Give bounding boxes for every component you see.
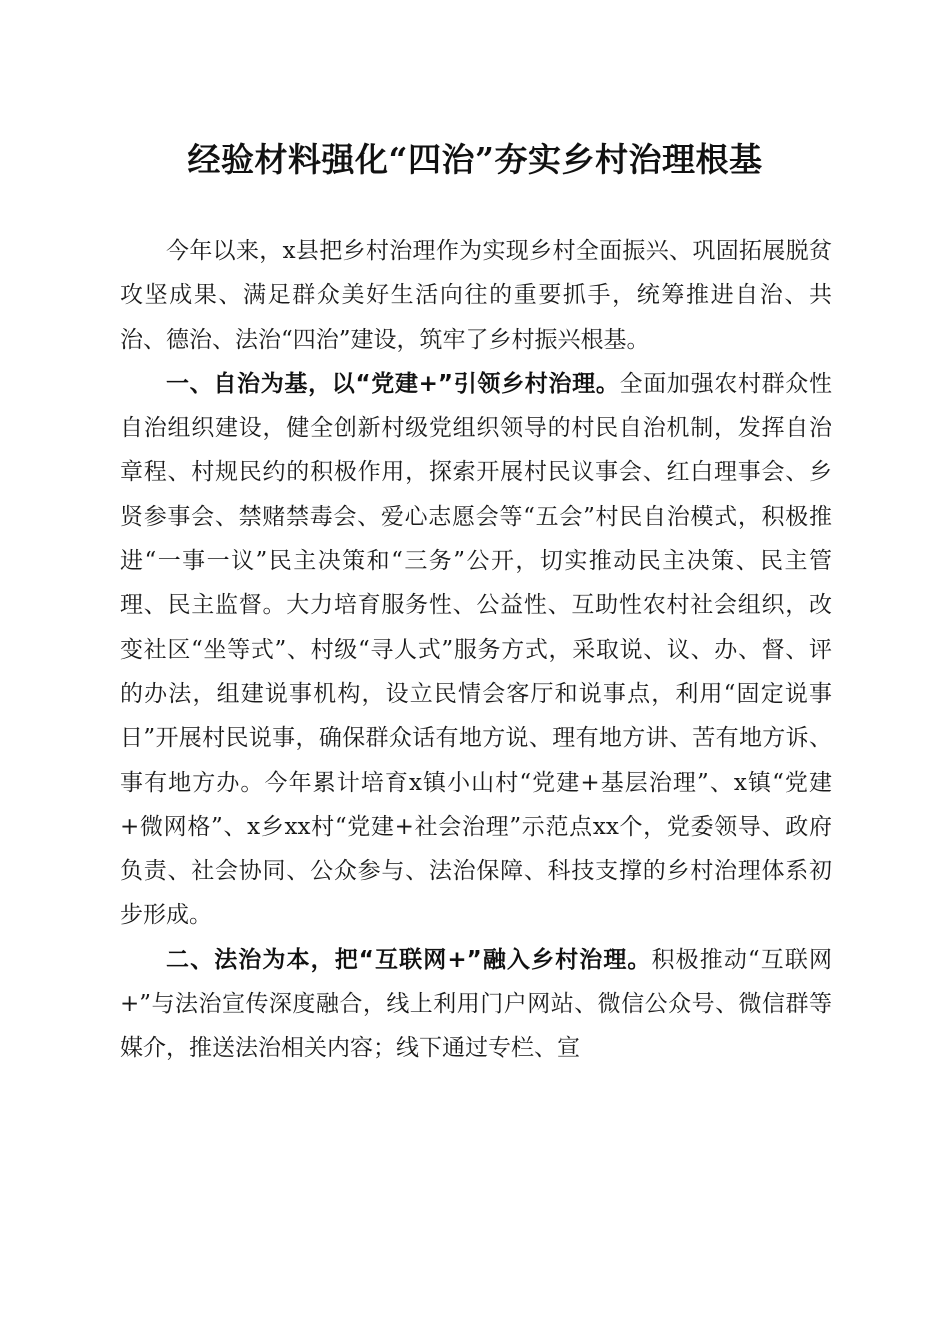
paragraph-rule-of-law-text: 积极推动“互联网+”与法治宣传深度融合，线上利用门户网站、微信公众号、微信群等媒介，推送法治相关内容；线下通过专栏、宣 <box>120 946 832 1062</box>
paragraph-rule-of-law <box>120 938 832 1071</box>
document-title: 经验材料强化“四治”夯实乡村治理根基 <box>187 140 763 179</box>
section-heading-rule-of-law: 二、法治为本，把“互联网+”融入乡村治理。 <box>166 946 652 973</box>
paragraph-intro <box>120 229 832 362</box>
document-body <box>120 229 832 1071</box>
paragraph-intro-text: 今年以来，x县把乡村治理作为实现乡村全面振兴、巩固拓展脱贫攻坚成果、满足群众美好生活向往的重要抓手，统筹推进自治、共治、德治、法治“四治”建设，筑牢了乡村振兴根基。 <box>120 238 832 353</box>
paragraph-self-governance-text: 全面加强农村群众性自治组织建设，健全创新村级党组织领导的村民自治机制，发挥自治章程、村规民约的积极作用，探索开展村民议事会、红白理事会、乡贤参事会、禁赌禁毒会、爱心志愿会等“五会”村民自治模式，积极推进“一事一议”民主决策和“三务”公开，切实推动民主决策、民主管理、民主监督。大力培育服务性、公益性、互助性农村社会组织，改变社区“坐等式”、村级“寻人式”服务方式，采取说、议、办、督、评的办法，组建说事机构，设立民情会客厅和说事点，利用“固定说事日”开展村民说事，确保群众话有地方说、理有地方讲、苦有地方诉、事有地方办。今年累计培育x镇小山村“党建+基层治理”、x镇“党建+微网格”、x乡xx村“党建+社会治理”示范点xx个，党委领导、政府负责、社会协同、公众参与、法治保障、科技支撑的乡村治理体系初步形成。 <box>120 370 832 929</box>
paragraph-self-governance <box>120 362 832 938</box>
section-heading-self-governance: 一、自治为基，以“党建+”引领乡村治理。 <box>166 370 620 397</box>
